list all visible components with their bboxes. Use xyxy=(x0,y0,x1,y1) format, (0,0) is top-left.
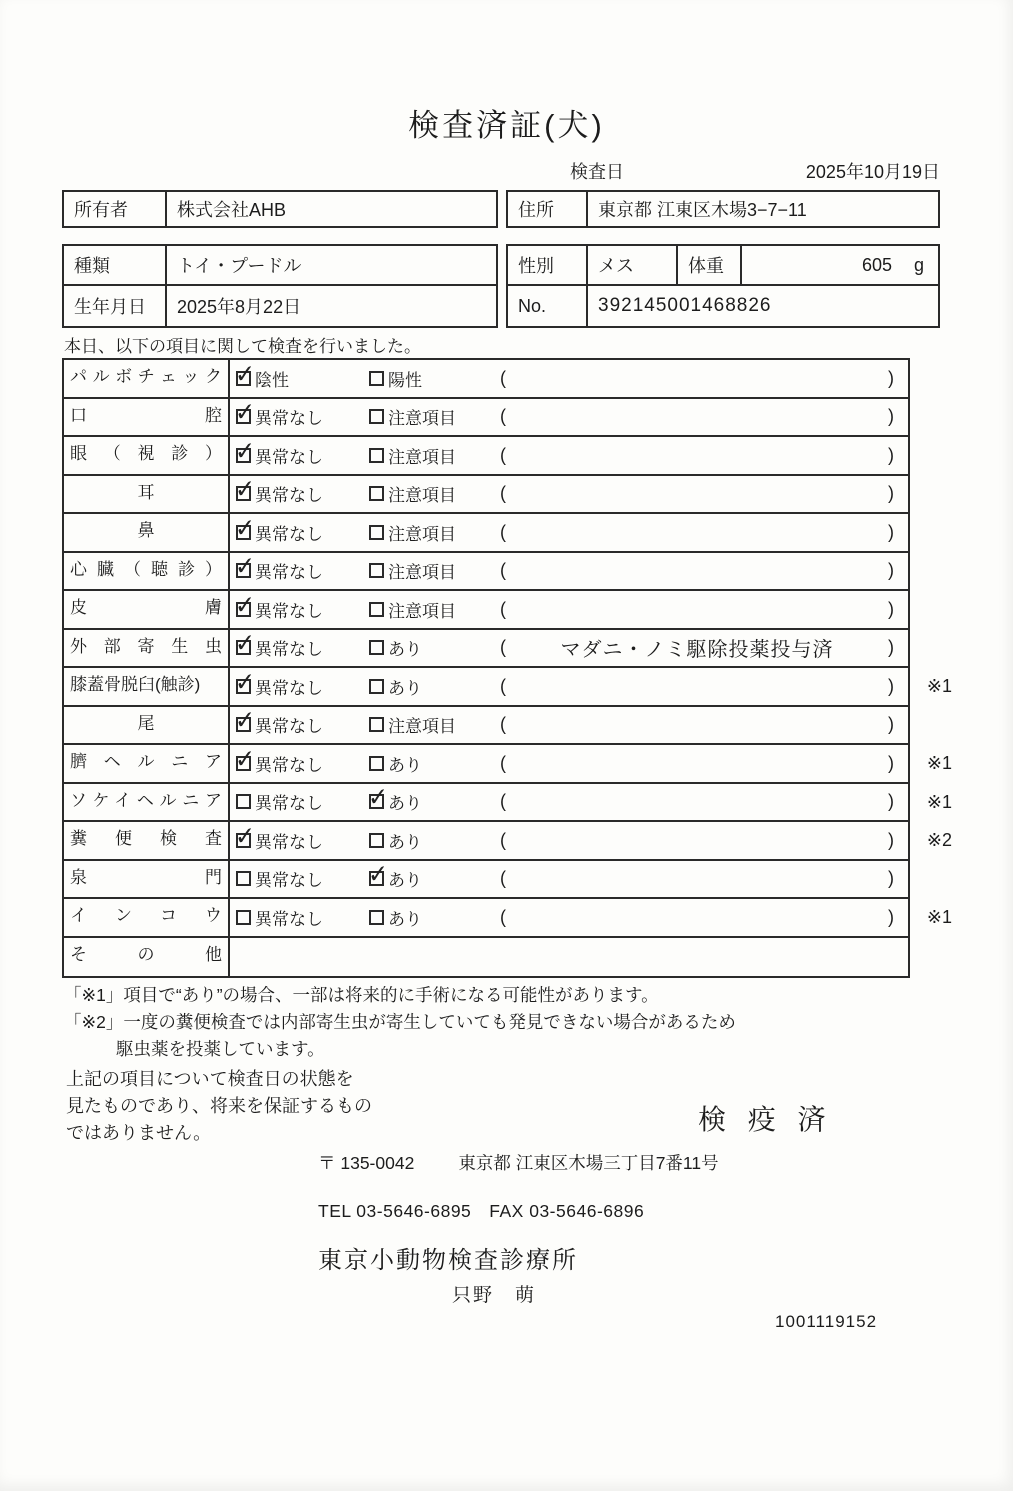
inspection-row-options xyxy=(230,360,908,397)
option-2 xyxy=(363,905,500,930)
option-2-label: 注意項目 xyxy=(388,486,456,506)
inspection-row-label: 臍ヘルニア xyxy=(64,745,230,782)
inspection-row-label: インコウ xyxy=(64,899,230,936)
inspection-row-label: 皮膚 xyxy=(64,591,230,628)
remark-parentheses xyxy=(500,676,908,697)
intro-sentence: 本日、以下の項目に関して検査を行いました。 xyxy=(64,337,421,356)
inspection-row-options xyxy=(230,437,908,474)
weight-unit: g xyxy=(913,254,924,275)
remark-parentheses xyxy=(500,633,908,662)
option-2 xyxy=(363,558,500,583)
option-2 xyxy=(363,712,500,737)
inspection-row-label: 眼（視診） xyxy=(64,437,230,474)
checkbox-icon xyxy=(369,910,384,925)
option-1 xyxy=(230,828,363,853)
paren-open: ( xyxy=(500,868,506,889)
paren-open: ( xyxy=(500,560,506,581)
option-2 xyxy=(363,443,500,468)
paren-close: ) xyxy=(888,444,894,465)
inspection-row xyxy=(64,938,908,977)
inspection-row-options xyxy=(230,822,908,859)
option-1-label: 異常なし xyxy=(255,563,323,583)
option-2-label: あり xyxy=(388,640,422,660)
paren-open: ( xyxy=(500,367,506,388)
address-label: 住所 xyxy=(508,192,588,226)
checked-checkbox-icon xyxy=(236,371,251,386)
inspection-row-label: 膝蓋骨脱臼(触診) xyxy=(64,668,230,705)
footnote-2: 「※2」一度の糞便検査では内部寄生虫が寄生していても発見できない場合があるため xyxy=(64,1012,736,1032)
option-2 xyxy=(363,366,500,391)
weight-cell xyxy=(742,246,938,284)
remark-parentheses xyxy=(500,406,908,427)
paren-open: ( xyxy=(500,406,506,427)
sex-label: 性別 xyxy=(508,246,588,284)
option-1 xyxy=(230,866,363,891)
option-1 xyxy=(230,366,363,391)
row-footnote-mark: ※2 xyxy=(926,830,952,850)
inspection-row-label: 泉門 xyxy=(64,861,230,898)
inspection-row-label: その他 xyxy=(64,938,230,977)
breed-value: トイ・プードル xyxy=(177,256,302,277)
checkbox-icon xyxy=(236,910,251,925)
option-2-label: あり xyxy=(388,678,422,698)
inspection-row-label: 鼻 xyxy=(64,514,230,551)
disclaimer-line-2: 見たものであり、将来を保証するもの xyxy=(66,1096,372,1116)
inspection-row-options xyxy=(230,553,908,590)
remark-parentheses xyxy=(500,753,908,774)
option-1-label: 異常なし xyxy=(255,447,323,467)
no-value: 392145001468826 xyxy=(598,295,772,317)
inspection-row-label: 耳 xyxy=(64,476,230,513)
remark-parentheses xyxy=(500,445,908,466)
checked-checkbox-icon xyxy=(236,409,251,424)
inspection-date-value: 2025年10月19日 xyxy=(805,162,940,182)
footnote-2-cont: 駆虫薬を投薬しています。 xyxy=(116,1039,325,1059)
row-footnote-mark: ※1 xyxy=(926,907,952,927)
checkbox-icon xyxy=(369,448,384,463)
option-1 xyxy=(230,597,363,622)
paren-open: ( xyxy=(500,637,506,658)
breed-label: 種類 xyxy=(64,246,167,284)
inspection-row-options xyxy=(230,707,908,744)
checked-checkbox-icon xyxy=(369,871,384,886)
inspection-row xyxy=(64,668,952,707)
remark-parentheses xyxy=(500,714,908,735)
option-1 xyxy=(230,404,363,429)
paren-close: ) xyxy=(888,675,894,696)
birthdate-label: 生年月日 xyxy=(64,286,167,326)
inspection-row-label: パルボチェック xyxy=(64,360,230,397)
option-1 xyxy=(230,443,363,468)
inspection-row-options xyxy=(230,861,908,898)
option-1-label: 異常なし xyxy=(255,524,323,544)
checked-checkbox-icon xyxy=(236,563,251,578)
checkbox-icon xyxy=(236,871,251,886)
quarantine-stamp: 検 疫 済 xyxy=(698,1104,833,1135)
owner-box xyxy=(62,190,498,228)
remark-parentheses xyxy=(500,483,908,504)
option-2 xyxy=(363,481,500,506)
option-1-label: 異常なし xyxy=(255,871,323,891)
checkbox-icon xyxy=(369,371,384,386)
row-footnote-mark: ※1 xyxy=(926,753,952,773)
paren-open: ( xyxy=(500,829,506,850)
checkbox-icon xyxy=(369,409,384,424)
inspection-row-label: 糞便検査 xyxy=(64,822,230,859)
inspection-row xyxy=(64,630,908,669)
inspection-row xyxy=(64,784,952,823)
remark-parentheses xyxy=(500,560,908,581)
paren-close: ) xyxy=(888,829,894,850)
option-1-label: 異常なし xyxy=(255,832,323,852)
inspection-row-label: 口腔 xyxy=(64,399,230,436)
option-2 xyxy=(363,404,500,429)
option-1 xyxy=(230,520,363,545)
option-1 xyxy=(230,674,363,699)
option-2-label: 陽性 xyxy=(388,370,422,390)
remark-parentheses xyxy=(500,599,908,620)
checked-checkbox-icon xyxy=(236,602,251,617)
inspection-date xyxy=(570,158,940,184)
checked-checkbox-icon xyxy=(236,448,251,463)
option-2-label: 注意項目 xyxy=(388,524,456,544)
paren-open: ( xyxy=(500,521,506,542)
checked-checkbox-icon xyxy=(236,833,251,848)
inspection-row-label: 心臓（聴診） xyxy=(64,553,230,590)
option-1-label: 異常なし xyxy=(255,717,323,737)
remark-parentheses xyxy=(500,868,908,889)
option-1-label: 異常なし xyxy=(255,486,323,506)
option-2 xyxy=(363,674,500,699)
paren-close: ) xyxy=(888,868,894,889)
paren-open: ( xyxy=(500,791,506,812)
disclaimer xyxy=(66,1066,372,1147)
inspection-row xyxy=(64,360,908,399)
option-2-label: 注意項目 xyxy=(388,563,456,583)
clinic-name: 東京小動物検査診療所 xyxy=(318,1247,578,1274)
option-2 xyxy=(363,828,500,853)
inspection-row xyxy=(64,591,908,630)
checked-checkbox-icon xyxy=(236,717,251,732)
inspection-table xyxy=(62,358,952,978)
inspection-row xyxy=(64,707,908,746)
paren-close: ) xyxy=(888,752,894,773)
inspection-row-options xyxy=(230,745,908,782)
option-2 xyxy=(363,866,500,891)
inspection-row-options xyxy=(230,784,908,821)
inspection-row xyxy=(64,437,908,476)
option-1 xyxy=(230,789,363,814)
checked-checkbox-icon xyxy=(236,756,251,771)
paren-open: ( xyxy=(500,598,506,619)
option-1-label: 異常なし xyxy=(255,409,323,429)
inspection-date-label: 検査日 xyxy=(570,162,624,182)
option-2-label: あり xyxy=(388,909,422,929)
option-2-label: 注意項目 xyxy=(388,601,456,621)
option-1-label: 異常なし xyxy=(255,678,323,698)
row-footnote-mark: ※1 xyxy=(926,791,952,812)
tel-fax: TEL 03-5646-6895 FAX 03-5646-6896 xyxy=(318,1201,645,1221)
option-1-label: 陰性 xyxy=(255,370,289,390)
examiner-name: 只野 萌 xyxy=(452,1285,537,1306)
inspection-row xyxy=(64,861,908,900)
inspection-row xyxy=(64,399,908,438)
checkbox-icon xyxy=(369,563,384,578)
remark-parentheses xyxy=(500,791,908,812)
postal-address xyxy=(318,1150,719,1175)
checkbox-icon xyxy=(369,640,384,655)
inspection-row-options xyxy=(230,591,908,628)
inspection-row xyxy=(64,514,908,553)
checkbox-icon xyxy=(369,486,384,501)
paren-close: ) xyxy=(888,560,894,581)
inspection-row xyxy=(64,745,952,784)
option-1-label: 異常なし xyxy=(255,601,323,621)
paren-open: ( xyxy=(500,752,506,773)
option-2 xyxy=(363,635,500,660)
paren-close: ) xyxy=(888,521,894,542)
disclaimer-line-3: ではありません。 xyxy=(66,1123,212,1143)
option-2-label: 注意項目 xyxy=(388,717,456,737)
checked-checkbox-icon xyxy=(369,794,384,809)
pet-right-box xyxy=(506,244,940,328)
option-2 xyxy=(363,751,500,776)
checkbox-icon xyxy=(369,602,384,617)
serial-number: 1001119152 xyxy=(775,1312,878,1331)
option-1-label: 異常なし xyxy=(255,640,323,660)
inspection-row-options xyxy=(230,938,908,977)
owner-value: 株式会社AHB xyxy=(177,200,287,220)
postal-code: 〒 135-0042 xyxy=(318,1153,415,1173)
remark-parentheses xyxy=(500,907,908,928)
checkbox-icon xyxy=(369,679,384,694)
option-2 xyxy=(363,520,500,545)
paren-open: ( xyxy=(500,444,506,465)
option-1 xyxy=(230,481,363,506)
option-1 xyxy=(230,905,363,930)
option-2-label: あり xyxy=(388,755,422,775)
paren-close: ) xyxy=(888,714,894,735)
inspection-row-options xyxy=(230,514,908,551)
paren-open: ( xyxy=(500,675,506,696)
no-label: No. xyxy=(508,286,588,326)
inspection-row-options xyxy=(230,476,908,513)
paren-close: ) xyxy=(888,406,894,427)
checked-checkbox-icon xyxy=(236,640,251,655)
page-title: 検査済証(犬) xyxy=(408,108,605,143)
inspection-row-options xyxy=(230,630,908,667)
paren-close: ) xyxy=(888,598,894,619)
owner-label: 所有者 xyxy=(64,192,167,226)
inspection-row-options xyxy=(230,899,908,936)
inspection-row xyxy=(64,476,908,515)
inspection-row-options xyxy=(230,399,908,436)
checkbox-icon xyxy=(236,794,251,809)
option-1 xyxy=(230,558,363,583)
paren-close: ) xyxy=(888,906,894,927)
paren-open: ( xyxy=(500,714,506,735)
birthdate-value: 2025年8月22日 xyxy=(177,297,302,318)
checkbox-icon xyxy=(369,525,384,540)
checked-checkbox-icon xyxy=(236,679,251,694)
checkbox-icon xyxy=(369,756,384,771)
checked-checkbox-icon xyxy=(236,525,251,540)
inspection-row xyxy=(64,899,952,938)
option-1-label: 異常なし xyxy=(255,909,323,929)
option-1-label: 異常なし xyxy=(255,755,323,775)
paren-close: ) xyxy=(888,483,894,504)
pet-left-box xyxy=(62,244,498,328)
inspection-row-options xyxy=(230,668,908,705)
inspection-row-label: 尾 xyxy=(64,707,230,744)
option-2-label: あり xyxy=(388,794,422,814)
option-1 xyxy=(230,712,363,737)
remark-text: マダニ・ノミ駆除投薬投与済 xyxy=(560,639,834,662)
row-footnote-mark: ※1 xyxy=(926,676,952,696)
option-2-label: 注意項目 xyxy=(388,447,456,467)
option-2-label: あり xyxy=(388,871,422,891)
option-2-label: あり xyxy=(388,832,422,852)
paren-open: ( xyxy=(500,483,506,504)
checkbox-icon xyxy=(369,833,384,848)
disclaimer-line-1: 上記の項目について検査日の状態を xyxy=(66,1069,354,1089)
paren-close: ) xyxy=(888,791,894,812)
remark-parentheses xyxy=(500,368,908,389)
inspection-row-label: 外部寄生虫 xyxy=(64,630,230,667)
option-1 xyxy=(230,751,363,776)
street-address: 東京都 江東区木場三丁目7番11号 xyxy=(458,1153,719,1173)
option-2-label: 注意項目 xyxy=(388,409,456,429)
checked-checkbox-icon xyxy=(236,486,251,501)
address-box xyxy=(506,190,940,228)
footnote-1: 「※1」項目で“あり”の場合、一部は将来的に手術になる可能性があります。 xyxy=(64,985,659,1005)
sex-value: メス xyxy=(588,246,678,284)
inspection-row xyxy=(64,822,952,861)
option-1-label: 異常なし xyxy=(255,794,323,814)
option-2 xyxy=(363,789,500,814)
paren-open: ( xyxy=(500,906,506,927)
remark-parentheses xyxy=(500,522,908,543)
weight-value: 605 xyxy=(861,254,892,275)
paren-close: ) xyxy=(888,367,894,388)
weight-label: 体重 xyxy=(678,246,742,284)
option-2 xyxy=(363,597,500,622)
option-1 xyxy=(230,635,363,660)
inspection-row-label: ソケイヘルニア xyxy=(64,784,230,821)
remark-parentheses xyxy=(500,830,908,851)
footnotes xyxy=(64,982,736,1063)
paren-close: ) xyxy=(888,637,894,658)
address-value: 東京都 江東区木場3−7−11 xyxy=(598,200,807,220)
checkbox-icon xyxy=(369,717,384,732)
inspection-row xyxy=(64,553,908,592)
